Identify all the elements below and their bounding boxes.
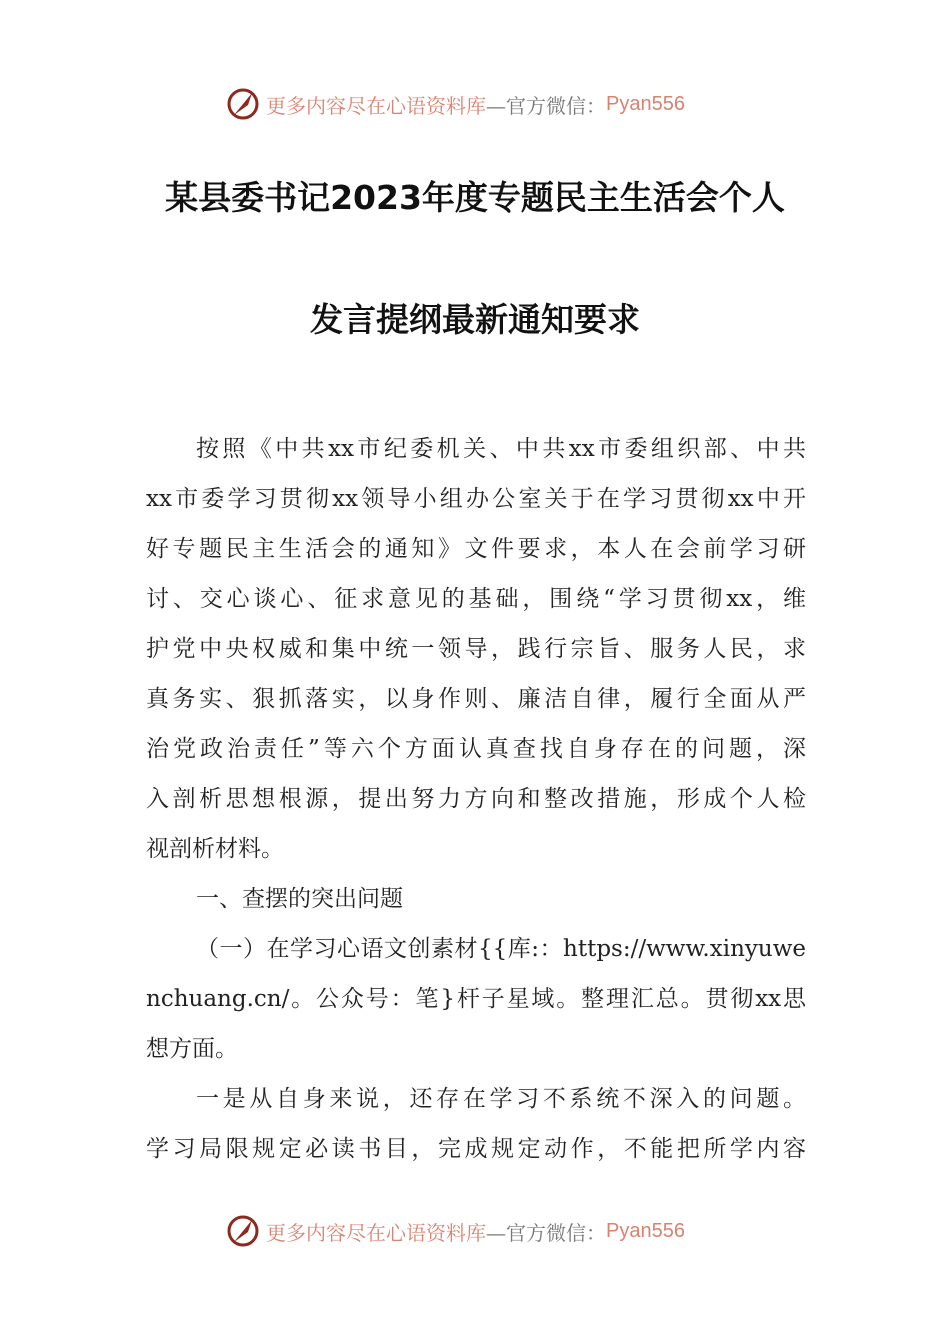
paragraph-line: 好专题民主生活会的通知》文件要求，本人在会前学习研 (146, 536, 806, 562)
watermark-dash: —官方微信： (486, 93, 606, 118)
watermark-wechat: Pyan556 (606, 92, 685, 115)
paragraph-line: 真务实、狠抓落实，以身作则、廉洁自律，履行全面从严 (146, 686, 806, 712)
paragraph-line: 讨、交心谈心、征求意见的基础，围绕“学习贯彻xx，维 (146, 586, 806, 612)
paragraph-line: 想方面。 (146, 1036, 238, 1062)
paragraph-line: （一）在学习心语文创素材{{库:：https://www.xinyuwe (196, 936, 806, 962)
watermark-dash: —官方微信： (486, 1220, 606, 1245)
paragraph-line: 视剖析材料。 (146, 836, 284, 862)
paragraph-line: 一、查摆的突出问题 (196, 886, 403, 912)
quill-logo-icon (226, 87, 260, 121)
paragraph-line: nchuang.cn/。公众号：笔}杆子星域。整理汇总。贯彻xx思 (146, 986, 806, 1012)
paragraph-line: 按照《中共xx市纪委机关、中共xx市委组织部、中共 (196, 436, 806, 462)
paragraph-line: 学习局限规定必读书目，完成规定动作，不能把所学内容 (146, 1136, 806, 1162)
title-line-2: 发言提纲最新通知要求 (310, 300, 640, 339)
header-watermark (226, 84, 726, 124)
document-body (146, 424, 806, 1174)
quill-logo-icon (226, 1214, 260, 1248)
watermark-wechat: Pyan556 (606, 1219, 685, 1242)
paragraph-line: 治党政治责任”等六个方面认真查找自身存在的问题，深 (146, 736, 806, 762)
title-line-1: 某县委书记2023年度专题民主生活会个人 (165, 178, 785, 217)
paragraph-line: xx市委学习贯彻xx领导小组办公室关于在学习贯彻xx中开 (146, 486, 806, 512)
watermark-site: 更多内容尽在心语资料库 (266, 1220, 486, 1245)
paragraph-line: 入剖析思想根源，提出努力方向和整改措施，形成个人检 (146, 786, 806, 812)
paragraph-line: 一是从自身来说，还存在学习不系统不深入的问题。 (196, 1086, 806, 1112)
footer-watermark (226, 1211, 726, 1251)
watermark-site: 更多内容尽在心语资料库 (266, 93, 486, 118)
paragraph-line: 护党中央权威和集中统一领导，践行宗旨、服务人民，求 (146, 636, 806, 662)
